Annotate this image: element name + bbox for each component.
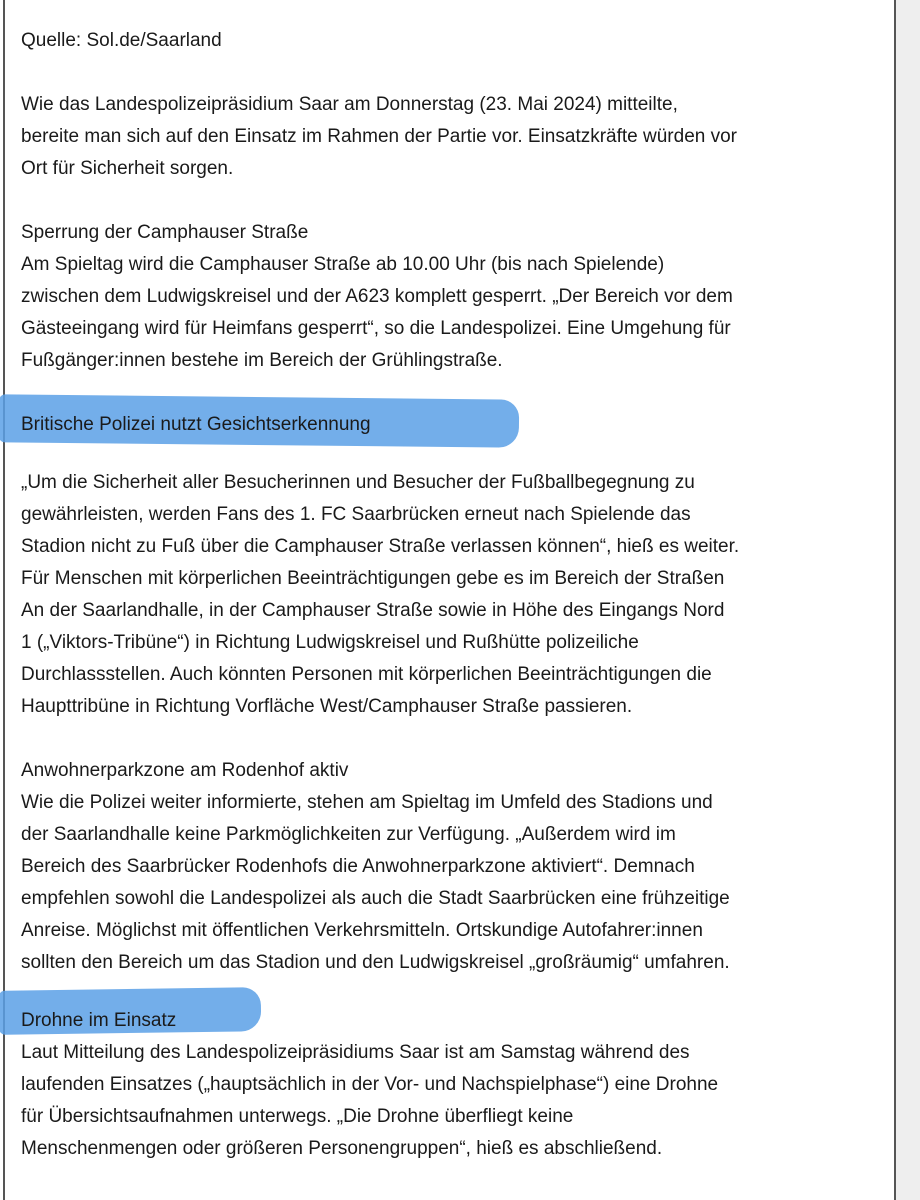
paragraph-line: Stadion nicht zu Fuß über die Camphauser Straße verlassen können“, hieß es weiter.: [21, 536, 740, 557]
section-heading: Britische Polizei nutzt Gesichtserkennung: [21, 414, 371, 435]
paragraph-line: Menschenmengen oder größeren Personengruppen“, hieß es abschließend.: [21, 1138, 663, 1159]
paragraph-line: empfehlen sowohl die Landespolizei als auch die Stadt Saarbrücken eine frühzeitige: [21, 888, 730, 909]
paragraph-line: Für Menschen mit körperlichen Beeinträchtigungen gebe es im Bereich der Straßen: [21, 568, 725, 589]
section-heading: Sperrung der Camphauser Straße: [21, 222, 309, 243]
paragraph-line: der Saarlandhalle keine Parkmöglichkeiten zur Verfügung. „Außerdem wird im: [21, 824, 676, 845]
paragraph-line: für Übersichtsaufnahmen unterwegs. „Die Drohne überfliegt keine: [21, 1106, 574, 1127]
section-heading: Drohne im Einsatz: [21, 1010, 177, 1031]
highlighted-heading: [21, 409, 891, 441]
article-body: [21, 25, 891, 1165]
intro-paragraph: [21, 89, 891, 185]
paragraph-line: sollten den Bereich um das Stadion und den Ludwigskreisel „großräumig“ umfahren.: [21, 952, 730, 973]
paragraph-line: An der Saarlandhalle, in der Camphauser Straße sowie in Höhe des Eingangs Nord: [21, 600, 725, 621]
highlighted-heading: [21, 1005, 891, 1037]
section-drone: [21, 1005, 891, 1165]
paragraph-line: Wie die Polizei weiter informierte, stehen am Spieltag im Umfeld des Stadions und: [21, 792, 713, 813]
section-resident-parking: [21, 755, 891, 979]
paragraph-line: Anreise. Möglichst mit öffentlichen Verkehrsmitteln. Ortskundige Autofahrer:innen: [21, 920, 703, 941]
paragraph-line: Am Spieltag wird die Camphauser Straße ab 10.00 Uhr (bis nach Spielende): [21, 254, 665, 275]
paragraph-line: Laut Mitteilung des Landespolizeipräsidiums Saar ist am Samstag während des: [21, 1042, 690, 1063]
intro-line: bereite man sich auf den Einsatz im Rahmen der Partie vor. Einsatzkräfte würden vor: [21, 126, 738, 147]
intro-line: Wie das Landespolizeipräsidium Saar am Donnerstag (23. Mai 2024) mitteilte,: [21, 94, 678, 115]
paragraph-line: Gästeeingang wird für Heimfans gesperrt“, so die Landespolizei. Eine Umgehung für: [21, 318, 731, 339]
paragraph-line: Fußgänger:innen bestehe im Bereich der Grühlingstraße.: [21, 350, 503, 371]
paragraph-line: Bereich des Saarbrücker Rodenhofs die Anwohnerparkzone aktiviert“. Demnach: [21, 856, 695, 877]
section-road-closure: [21, 217, 891, 377]
section-facial-recognition: [21, 409, 891, 723]
page-margin-shade: [896, 0, 920, 1200]
paragraph-line: zwischen dem Ludwigskreisel und der A623 komplett gesperrt. „Der Bereich vor dem: [21, 286, 733, 307]
section-heading: Anwohnerparkzone am Rodenhof aktiv: [21, 760, 349, 781]
paragraph-line: „Um die Sicherheit aller Besucherinnen und Besucher der Fußballbegegnung zu: [21, 472, 695, 493]
intro-line: Ort für Sicherheit sorgen.: [21, 158, 234, 179]
paragraph-line: gewährleisten, werden Fans des 1. FC Saarbrücken erneut nach Spielende das: [21, 504, 691, 525]
source-text: Quelle: Sol.de/Saarland: [21, 30, 222, 51]
paragraph-line: Haupttribüne in Richtung Vorfläche West/Camphauser Straße passieren.: [21, 696, 633, 717]
paragraph-line: 1 („Viktors-Tribüne“) in Richtung Ludwigskreisel und Rußhütte polizeiliche: [21, 632, 639, 653]
source-line: [21, 25, 891, 57]
paragraph-line: Durchlassstellen. Auch könnten Personen mit körperlichen Beeinträchtigungen die: [21, 664, 712, 685]
paragraph-line: laufenden Einsatzes („hauptsächlich in der Vor- und Nachspielphase“) eine Drohne: [21, 1074, 719, 1095]
